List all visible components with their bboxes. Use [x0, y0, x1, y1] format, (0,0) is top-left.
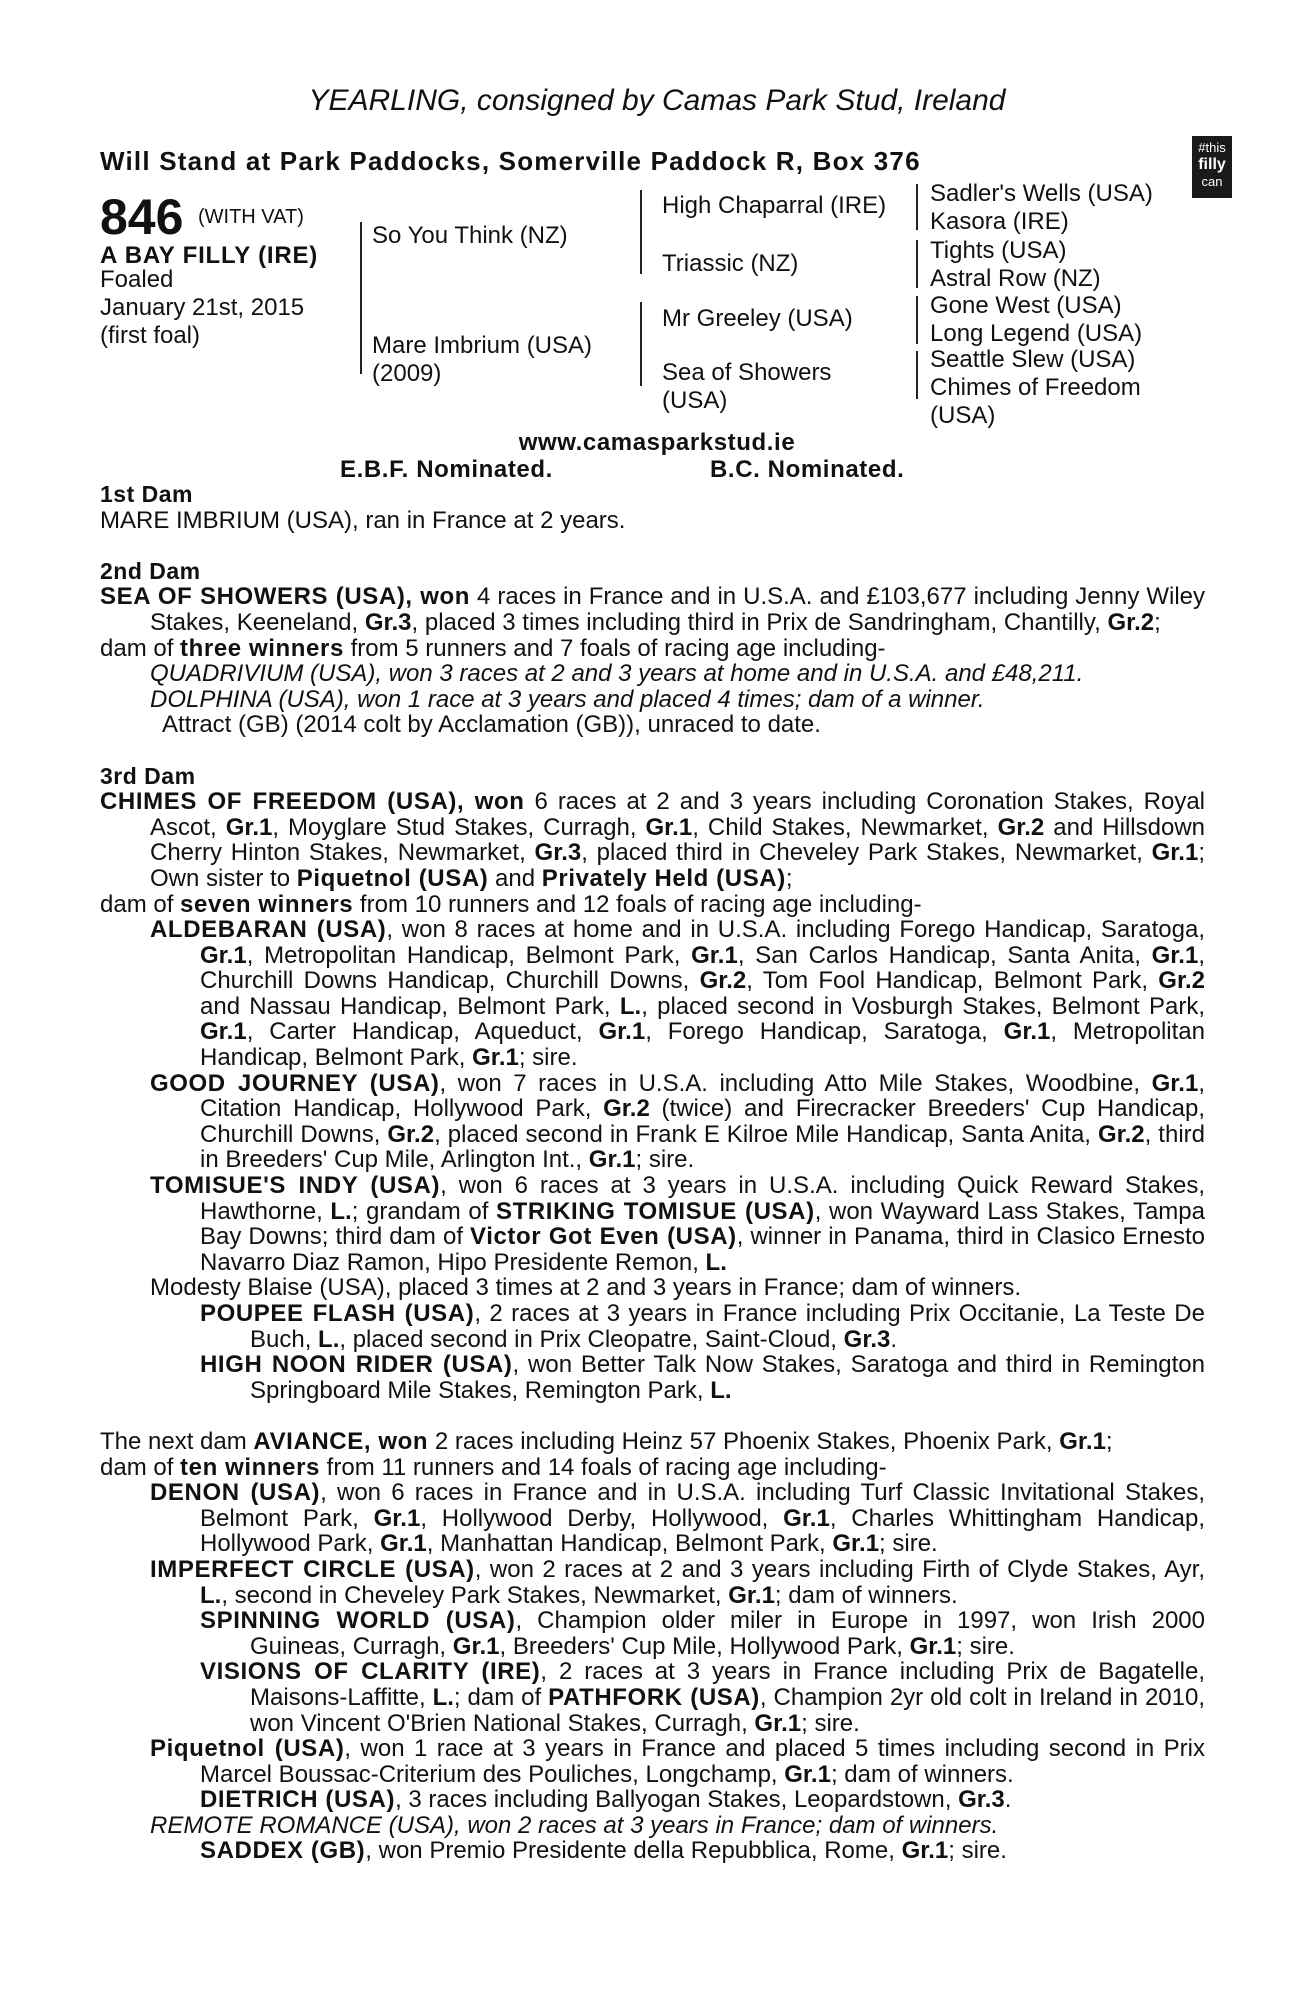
next-dam-entry: The next dam AVIANCE, won 2 races including Heinz 57 Phoenix Stakes, Phoenix Park, Gr.1;: [100, 1427, 1113, 1455]
brace-ss: [916, 184, 918, 230]
brace-dam: [640, 302, 642, 386]
ped-sd: Triassic (NZ): [662, 250, 799, 277]
ped-dd-2: (USA): [662, 387, 728, 414]
poupee-flash-entry: POUPEE FLASH (USA), 2 races at 3 years in France including Prix Occitanie, La Teste De Buch, L., placed second in Prix Cleopatre, Saint-Cloud, Gr.3.: [200, 1300, 1205, 1353]
bc-nominated: B.C. Nominated.: [710, 456, 905, 483]
quadrivium-entry: QUADRIVIUM (USA), won 3 races at 2 and 3 years at home and in U.S.A. and £48,211.: [150, 660, 1084, 688]
ped-sss: Sadler's Wells (USA): [930, 180, 1153, 207]
brace-dd: [916, 351, 918, 399]
next-dam-produce: dam of ten winners from 11 runners and 14 foals of racing age including-: [100, 1453, 887, 1481]
modesty-blaise-entry: Modesty Blaise (USA), placed 3 times at 2 and 3 years in France; dam of winners.: [150, 1274, 1022, 1302]
this-filly-can-logo: [1192, 136, 1232, 198]
second-dam-heading: 2nd Dam: [100, 557, 201, 584]
foaled-info: [100, 266, 340, 350]
lot-number: 846: [100, 189, 184, 245]
stand-location: Will Stand at Park Paddocks, Somerville Paddock R, Box 376: [100, 146, 921, 176]
ped-dsd: Long Legend (USA): [930, 320, 1143, 347]
third-dam-produce: dam of seven winners from 10 runners and 12 foals of racing age including-: [100, 890, 922, 918]
ped-ss: High Chaparral (IRE): [662, 192, 887, 219]
third-dam-entry: CHIMES OF FREEDOM (USA), won 6 races at 2 and 3 years including Coronation Stakes, Royal Ascot, Gr.1, Moyglare Stud Stakes, Curragh, Gr.1, Child Stakes, Newmarket, Gr.2 and Hillsdown Cherry Hinton Stakes, Newmarket, Gr.3, placed third in Cheveley Park Stakes, Newmarket, Gr.1; Own sister to Piquetnol (USA) and Privately Held (USA);: [100, 788, 1206, 892]
lot-title: A BAY FILLY (IRE): [100, 242, 319, 269]
ped-dam-year: (2009): [372, 360, 442, 387]
ped-ds: Mr Greeley (USA): [662, 305, 853, 332]
ebf-nominated: E.B.F. Nominated.: [340, 456, 553, 483]
logo-line-2: filly: [1198, 156, 1226, 173]
catalogue-body: [100, 482, 1205, 1864]
foaled-date: January 21st, 2015: [100, 294, 305, 321]
foaled-label: Foaled: [100, 266, 174, 293]
second-dam-entry: SEA OF SHOWERS (USA), won 4 races in France and in U.S.A. and £103,677 including Jenny Wiley Stakes, Keeneland, Gr.3, placed 3 times including third in Prix de Sandringham, Chantilly, Gr.2;: [100, 583, 1205, 636]
aldebaran-entry: ALDEBARAN (USA), won 8 races at home and in U.S.A. including Forego Handicap, Saratoga, Gr.1, Metropolitan Handicap, Belmont Park, Gr.1, San Carlos Handicap, Santa Anita, Gr.1, Churchill Downs Handicap, Churchill Downs, Gr.2, Tom Fool Handicap, Belmont Park, Gr.2 and Nassau Handicap, Belmont Park, L., placed second in Vosburgh Stakes, Belmont Park, Gr.1, Carter Handicap, Aqueduct, Gr.1, Forego Handicap, Saratoga, Gr.1, Metropolitan Handicap, Belmont Park, Gr.1; sire.: [150, 916, 1205, 1072]
brace-sd: [916, 240, 918, 288]
first-dam-text: MARE IMBRIUM (USA), ran in France at 2 years.: [100, 506, 626, 534]
spinning-world-entry: SPINNING WORLD (USA), Champion older miler in Europe in 1997, won Irish 2000 Guineas, Curragh, Gr.1, Breeders' Cup Mile, Hollywood Park, Gr.1; sire.: [200, 1607, 1206, 1660]
page-header: YEARLING, consigned by Camas Park Stud, Ireland: [308, 84, 1006, 117]
dolphina-entry: DOLPHINA (USA), won 1 race at 3 years and placed 4 times; dam of a winner.: [150, 685, 985, 713]
ped-dam: Mare Imbrium (USA): [372, 332, 593, 359]
first-foal-note: (first foal): [100, 322, 201, 349]
ped-dds: Seattle Slew (USA): [930, 346, 1136, 373]
piquetnol-entry: Piquetnol (USA), won 1 race at 3 years in France and placed 5 times including second in Prix Marcel Boussac-Criterium des Pouliches, Longchamp, Gr.1; dam of winners.: [150, 1735, 1206, 1788]
ped-dss: Gone West (USA): [930, 292, 1122, 319]
ped-dd: Sea of Showers: [662, 359, 832, 386]
ped-ssd: Kasora (IRE): [930, 208, 1069, 235]
visions-of-clarity-entry: VISIONS OF CLARITY (IRE), 2 races at 3 years in France including Prix de Bagatelle, Maisons-Laffitte, L.; dam of PATHFORK (USA), Champion 2yr old colt in Ireland in 2010, won Vincent O'Brien National Stakes, Curragh, Gr.1; sire.: [200, 1658, 1206, 1737]
attract-entry: Attract (GB) (2014 colt by Acclamation (GB)), unraced to date.: [162, 711, 821, 739]
brace-ds: [916, 296, 918, 344]
website-link[interactable]: www.camasparkstud.ie: [518, 429, 796, 456]
brace-gen1: [360, 222, 362, 374]
dietrich-entry: DIETRICH (USA), 3 races including Ballyogan Stakes, Leopardstown, Gr.3.: [200, 1786, 1012, 1814]
ped-ddd-2: (USA): [930, 402, 996, 429]
good-journey-entry: GOOD JOURNEY (USA), won 7 races in U.S.A. including Atto Mile Stakes, Woodbine, Gr.1, Citation Handicap, Hollywood Park, Gr.2 (twice) and Firecracker Breeders' Cup Handicap, Churchill Downs, Gr.2, placed second in Frank E Kilroe Mile Handicap, Santa Anita, Gr.2, third in Breeders' Cup Mile, Arlington Int., Gr.1; sire.: [150, 1069, 1205, 1174]
first-dam-heading: 1st Dam: [100, 481, 193, 507]
logo-line-3: can: [1201, 174, 1223, 189]
remote-romance-entry: REMOTE ROMANCE (USA), won 2 races at 3 years in France; dam of winners.: [150, 1811, 999, 1839]
denon-entry: DENON (USA), won 6 races in France and in U.S.A. including Turf Classic Invitational Stakes, Belmont Park, Gr.1, Hollywood Derby, Hollywood, Gr.1, Charles Whittingham Handicap, Hollywood Park, Gr.1, Manhattan Handicap, Belmont Park, Gr.1; sire.: [150, 1479, 1205, 1558]
ped-sds: Tights (USA): [930, 237, 1067, 264]
third-dam-heading: 3rd Dam: [100, 762, 196, 789]
ped-sire: So You Think (NZ): [372, 222, 568, 249]
high-noon-rider-entry: HIGH NOON RIDER (USA), won Better Talk Now Stakes, Saratoga and third in Remington Springboard Mile Stakes, Remington Park, L.: [200, 1351, 1205, 1404]
vat-note: (WITH VAT): [198, 206, 304, 228]
tomisues-indy-entry: TOMISUE'S INDY (USA), won 6 races at 3 years in U.S.A. including Quick Reward Stakes, Hawthorne, L.; grandam of STRIKING TOMISUE (USA), won Wayward Lass Stakes, Tampa Bay Downs; third dam of Victor Got Even (USA), winner in Panama, third in Clasico Ernesto Navarro Diaz Ramon, Hipo Presidente Remon, L.: [150, 1172, 1205, 1276]
brace-sire: [640, 190, 642, 274]
ped-sdd: Astral Row (NZ): [930, 265, 1101, 292]
logo-line-1: #this: [1198, 140, 1226, 155]
imperfect-circle-entry: IMPERFECT CIRCLE (USA), won 2 races at 2 and 3 years including Firth of Clyde Stakes, Ayr, L., second in Cheveley Park Stakes, Newmarket, Gr.1; dam of winners.: [150, 1555, 1205, 1609]
second-dam-produce: dam of three winners from 5 runners and 7 foals of racing age including-: [100, 634, 886, 662]
ped-ddd: Chimes of Freedom: [930, 374, 1141, 401]
saddex-entry: SADDEX (GB), won Premio Presidente della Repubblica, Rome, Gr.1; sire.: [200, 1837, 1007, 1865]
